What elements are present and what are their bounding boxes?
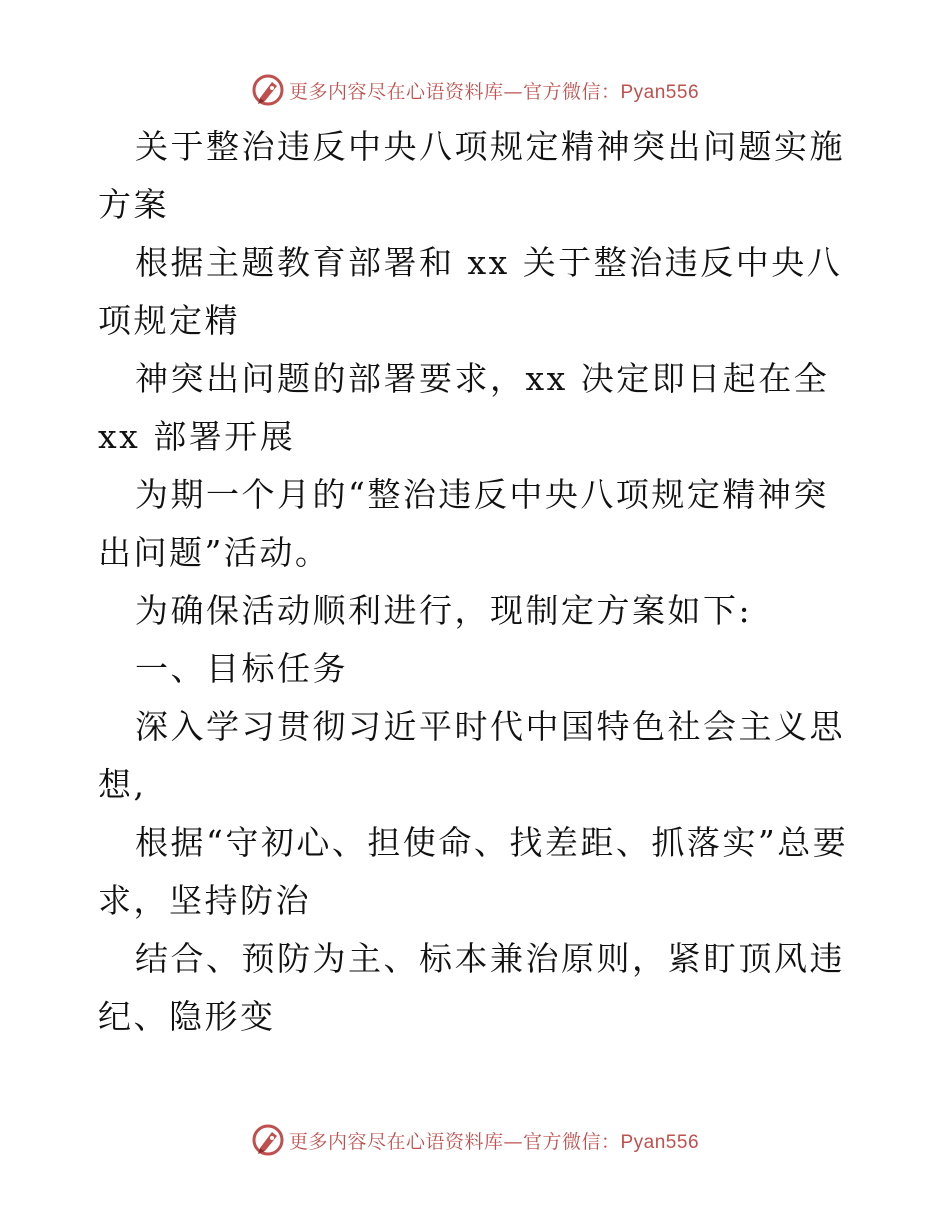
- paragraph: 为期一个月的“整治违反中央八项规定精神突出问题”活动。: [98, 475, 829, 572]
- watermark-text: 更多内容尽在心语资料库—官方微信：Pyan556: [288, 80, 700, 103]
- paragraph: 深入学习贯彻习近平时代中国特色社会主义思想,: [98, 707, 845, 804]
- paragraph: 根据“守初心、担使命、找差距、抓落实”总要求，坚持防治: [98, 823, 849, 920]
- paragraph: 为确保活动顺利进行，现制定方案如下:: [135, 591, 753, 630]
- header-watermark: [0, 70, 950, 110]
- paragraph: 结合、预防为主、标本兼治原则，紧盯顶风违纪、隐形变: [98, 939, 845, 1036]
- paragraph: 根据主题教育部署和 xx 关于整治违反中央八项规定精: [98, 243, 843, 340]
- pen-nib-logo-icon: [251, 1123, 285, 1157]
- pen-nib-logo-icon: [251, 73, 285, 107]
- watermark-text: 更多内容尽在心语资料库—官方微信：Pyan556: [288, 1130, 700, 1153]
- footer-watermark: [0, 1120, 950, 1160]
- document-title: 关于整治违反中央八项规定精神突出问题实施方案: [98, 127, 845, 224]
- paragraph: 神突出问题的部署要求，xx 决定即日起在全 xx 部署开展: [98, 359, 830, 456]
- document-body: [98, 118, 850, 1046]
- section-heading: 一、目标任务: [135, 649, 348, 688]
